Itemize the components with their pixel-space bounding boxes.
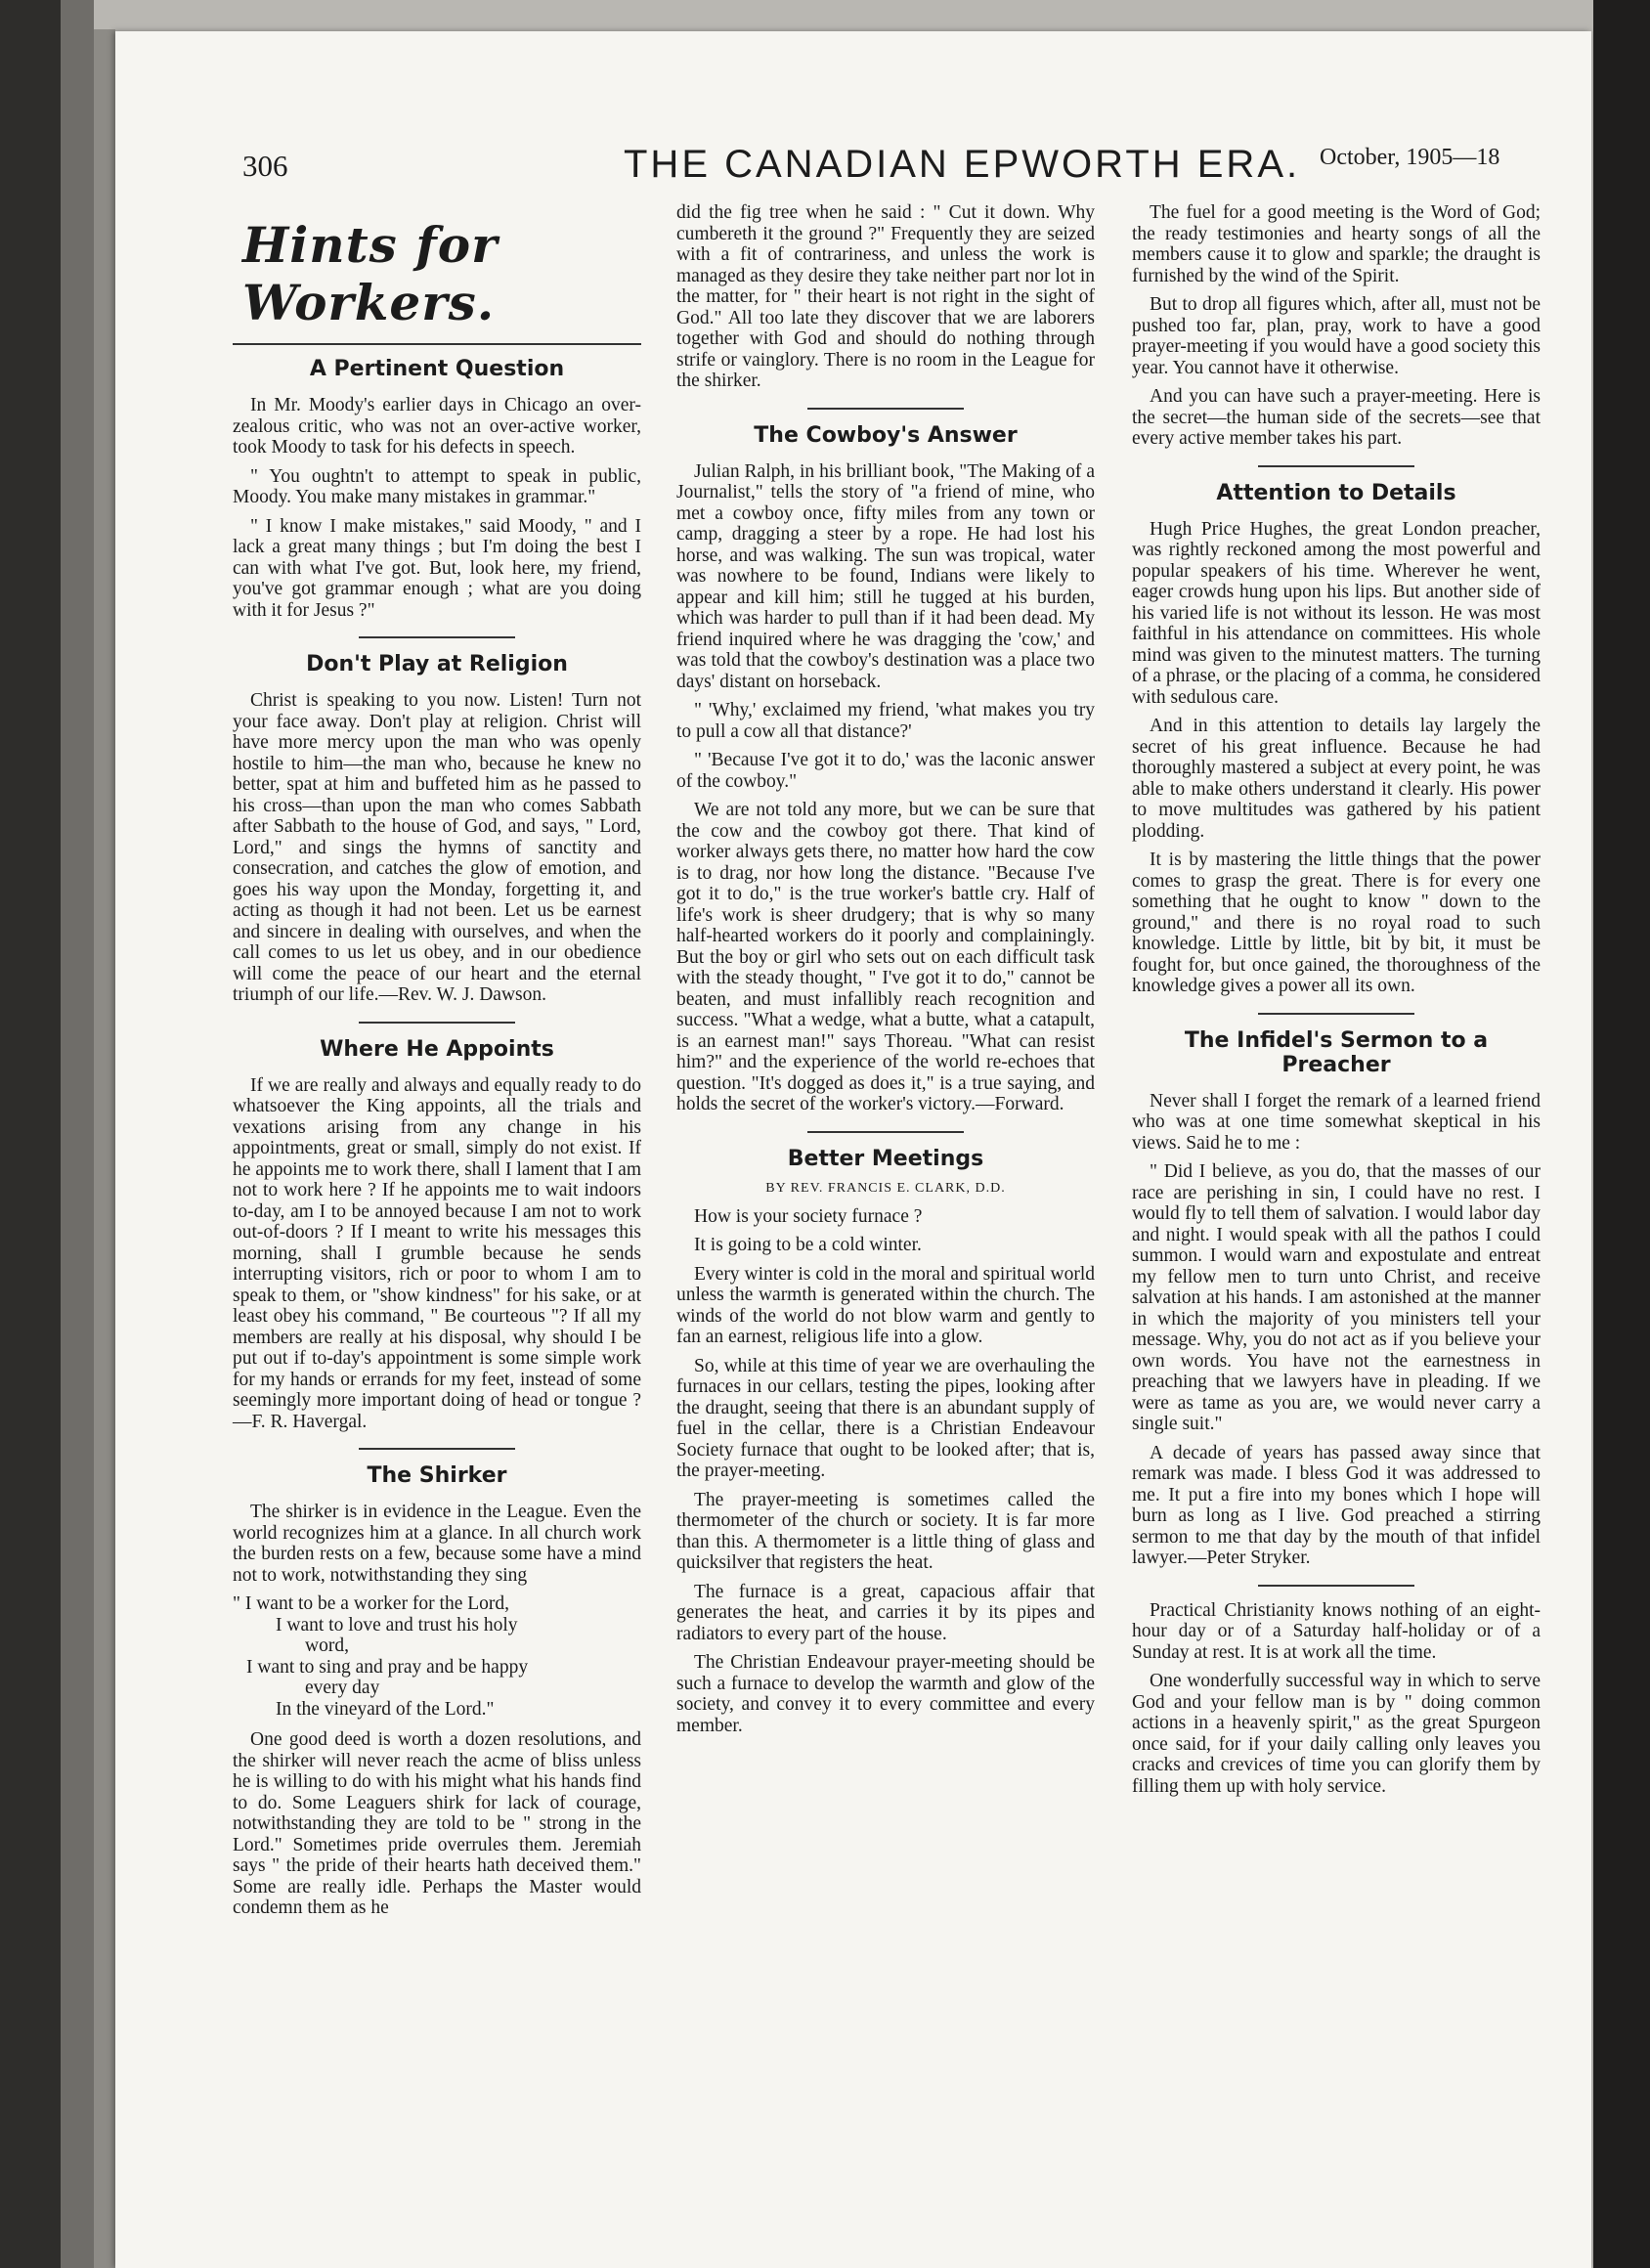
hymn-verse	[233, 1593, 641, 1720]
paragraph: Every winter is cold in the moral and spiritual world unless the warmth is generated within the church. The winds of the world do not blow warm and gently to fan an earnest, religious life into a glow.	[676, 1263, 1095, 1347]
column-2	[676, 202, 1095, 1744]
article-title: A Pertinent Question	[309, 357, 565, 381]
paragraph: " 'Why,' exclaimed my friend, 'what makes you try to pull a cow all that distance?'	[676, 700, 1095, 742]
divider	[1258, 465, 1414, 467]
divider	[359, 1022, 515, 1024]
paragraph: And in this attention to details lay largely the secret of his great influence. Because he had thoroughly mastered a subject at every point, he was able to make others understand it clearly. His power to move multitudes was gathered by his patient plodding.	[1132, 716, 1541, 842]
article-title: The Shirker	[367, 1463, 507, 1488]
verse-line: In the vineyard of the Lord."	[276, 1698, 495, 1720]
magazine-page	[115, 31, 1591, 2268]
verse-line: I want to love and trust his holy	[276, 1614, 518, 1636]
paragraph: But to drop all figures which, after all, must not be pushed too far, plan, pray, work to have a good prayer-meeting if you would have a good society this year. You cannot have it otherwise.	[1132, 294, 1541, 378]
divider	[233, 343, 641, 345]
scanner-background	[1593, 0, 1650, 2268]
issue-date: October, 1905—18	[1320, 145, 1500, 170]
paragraph: It is by mastering the little things that the power comes to grasp the great. There is for every one something that he ought to know " down to the ground," and there is no royal road to such knowledge. Little by little, bit by bit, it must be fought for, but once gained, the thoroughness of the knowledge gives a power all its own.	[1132, 850, 1541, 996]
article-title: Don't Play at Religion	[306, 652, 568, 676]
article-title: Where He Appoints	[320, 1036, 554, 1062]
verse-line: every day	[305, 1678, 380, 1698]
paragraph: We are not told any more, but we can be sure that the cow and the cowboy got there. That kind of worker always gets there, no matter how hard the cow is to drag, nor how long the distance. "Because I've got it to do," is the true worker's battle cry. Half of life's work is sheer drudgery; that is why so many half-hearted workers do it poorly and complainingly. But the boy or girl who sets out on each difficult task with the steady thought, " I've got it to do," cannot be beaten, and must infallibly reach recognition and success. "What a wedge, what a butte, what a catapult, is an earnest man!" says Thoreau. "What can resist him?" and the experience of the world re-echoes that question. "It's dogged as does it," is a true saying, and holds the secret of the worker's victory.—Forward.	[676, 800, 1095, 1114]
paragraph: And you can have such a prayer-meeting. Here is the secret—the human side of the secrets—see that every active member takes his part.	[1132, 386, 1541, 449]
column-3	[1132, 202, 1541, 1805]
paragraph: The Christian Endeavour prayer-meeting should be such a furnace to develop the warmth and glow of the society, and convey it to every committee and every member.	[676, 1652, 1095, 1736]
divider	[807, 408, 964, 410]
paragraph: did the fig tree when he said : " Cut it down. Why cumbereth it the ground ?" Frequently they are seized with a fit of contrariness, and unless the work is managed as they desire they take neither part nor lot in the matter, for " their heart is not right in the sight of God." All too late they discover that we are laborers together with God and should do nothing through strife or vainglory. There is no room in the League for the shirker.	[676, 202, 1095, 391]
paragraph: One good deed is worth a dozen resolutions, and the shirker will never reach the acme of bliss unless he is willing to do with his might what his hands find to do. Some Leaguers shirk for lack of courage, notwithstanding they are told to be " strong in the Lord." Sometimes pride overrules them. Jeremiah says " the pride of their hearts hath deceived them." Some are really idle. Perhaps the Master would condemn them as he	[233, 1729, 641, 1918]
page-stack-edge	[94, 29, 115, 2268]
paragraph: The furnace is a great, capacious affair that generates the heat, and carries it by its pipes and radiators to every part of the house.	[676, 1581, 1095, 1644]
paragraph: Practical Christianity knows nothing of an eight-hour day or of a Saturday half-holiday or of a Sunday at rest. It is at work all the time.	[1132, 1599, 1541, 1663]
paragraph: In Mr. Moody's earlier days in Chicago an over-zealous critic, who was not an over-active worker, took Moody to task for his defects in speech.	[233, 395, 641, 458]
paragraph: " 'Because I've got it to do,' was the laconic answer of the cowboy."	[676, 750, 1095, 792]
paragraph: The prayer-meeting is sometimes called the thermometer of the church or society. It is far more than this. A thermometer is a little thing of glass and quicksilver that registers the heat.	[676, 1489, 1095, 1573]
verse-line: " I want to be a worker for the Lord,	[233, 1593, 510, 1614]
section-title: Hints for Workers.	[242, 216, 499, 331]
page-header	[115, 121, 1591, 186]
paragraph: " You oughtn't to attempt to speak in public, Moody. You make many mistakes in grammar."	[233, 465, 641, 507]
page-number: 306	[242, 149, 288, 183]
article-title: Better Meetings	[787, 1146, 984, 1171]
article-title: Attention to Details	[1216, 480, 1456, 505]
journal-title: THE CANADIAN EPWORTH ERA.	[624, 143, 1301, 186]
binding-shadow	[0, 0, 61, 2268]
divider	[807, 1131, 964, 1133]
paragraph: Julian Ralph, in his brilliant book, "The Making of a Journalist," tells the story of "a friend of mine, who met a cowboy once, fifty miles from any town or camp, dragging a steer by a rope. He had lost his horse, and was walking. The sun was tropical, water was nowhere to be found, Indians were likely to appear and kill him; still he tugged at his burden, which was harder to pull than if it had been dead. My friend inquired where he was dragging the 'cow,' and was told that the cowboy's destination was a place two days' distant on horseback.	[676, 460, 1095, 692]
verse-line: I want to sing and pray and be happy	[246, 1656, 529, 1678]
paragraph: A decade of years has passed away since that remark was made. I bless God it was addressed to me. It put a fire into my bones which I hope will burn as long as I live. God preached a stirring sermon to me that day by the mouth of that infidel lawyer.—Peter Stryker.	[1132, 1442, 1541, 1568]
paragraph: So, while at this time of year we are overhauling the furnaces in our cellars, testing the pipes, looking after the draught, seeing that there is an abundant supply of fuel in the cellar, there is a Christian Endeavour Society furnace that ought to be looked after; that is, the prayer-meeting.	[676, 1355, 1095, 1481]
divider	[359, 1448, 515, 1450]
paragraph: If we are really and always and equally ready to do whatsoever the King appoints, all the trials and vexations arising from any change in his appointments, great or small, simply do not exist. If he appoints me to work there, shall I lament that I am not to work here ? If he appoints me to wait indoors to-day, am I to be annoyed because I am not to work out-of-doors ? If I meant to write his messages this morning, shall I grumble because he sends interrupting visitors, rich or poor to whom I am to speak to them, or "show kindness" for his sake, or at least obey his command, " Be courteous "? If all my members are really at his disposal, why should I be put out if to-day's appointment is some simple work for my hands or errands for my feet, instead of some seemingly more important doing of head or tongue ?—F. R. Havergal.	[233, 1074, 641, 1432]
divider	[359, 636, 515, 638]
article-title: The Cowboy's Answer	[754, 422, 1018, 448]
paragraph: One wonderfully successful way in which to serve God and your fellow man is by " doing common actions in a heavenly spirit," as the great Spurgeon once said, for if your daily calling only leaves you cracks and crevices of time you can glorify them by filling them up with holy service.	[1132, 1671, 1541, 1797]
paragraph: The shirker is in evidence in the League. Even the world recognizes him at a glance. In all church work the burden rests on a few, because some have a mind not to work, notwithstanding they sing	[233, 1502, 641, 1586]
paragraph: Christ is speaking to you now. Listen! Turn not your face away. Don't play at religion. Christ will have more mercy upon the man who was openly hostile to him—the man who, because he knew no better, spat at him and buffeted him as he passed to his cross—than upon the man who comes Sabbath after Sabbath to the house of God, and says, " Lord, Lord," and sings the hymns of sanctity and consecration, and catches the glow of emotion, and goes his way upon the Monday, forgetting it, and acting as though it had not been. Let us be earnest and sincere in dealing with ourselves, and when the call comes to us let us obey, and in our obedience will come the peace of our heart and the eternal triumph of our life.—Rev. W. J. Dawson.	[233, 690, 641, 1005]
paragraph: The fuel for a good meeting is the Word of God; the ready testimonies and hearty songs of all the members cause it to glow and sparkle; the draught is furnished by the wind of the Spirit.	[1132, 202, 1541, 286]
divider	[1258, 1013, 1414, 1015]
paragraph: It is going to be a cold winter.	[694, 1235, 922, 1255]
paragraph: " I know I make mistakes," said Moody, " and I lack a great many things ; but I'm doing the best I can with what I've got. But, look here, my friend, you've got grammar enough ; what are you doing with it for Jesus ?"	[233, 515, 641, 621]
byline: BY REV. FRANCIS E. CLARK, D.D.	[765, 1180, 1006, 1196]
verse-line: word,	[305, 1636, 349, 1656]
article-title: The Infidel's Sermon to a Preacher	[1184, 1027, 1489, 1077]
binding-edge	[61, 0, 94, 2268]
column-1	[233, 202, 641, 1927]
paragraph: " Did I believe, as you do, that the masses of our race are perishing in sin, I could have no rest. I would fly to tell them of salvation. I would labor day and night. I would speak with all the pathos I could summon. I would warn and expostulate and entreat my fellow men to turn unto Christ, and receive salvation at his hands. I am astonished at the manner in which the majority of you ministers tell your message. Why, you do not act as if you believe your own words. You have not the earnestness in preaching that we lawyers have in pleading. If we were as tame as you are, we would never carry a single suit."	[1132, 1161, 1541, 1434]
divider	[1258, 1585, 1414, 1587]
paragraph: Never shall I forget the remark of a learned friend who was at one time somewhat skeptical in his views. Said he to me :	[1132, 1090, 1541, 1154]
paragraph: How is your society furnace ?	[694, 1205, 923, 1227]
paragraph: Hugh Price Hughes, the great London preacher, was rightly reckoned among the most powerful and popular speakers of his time. Wherever he went, eager crowds hung upon his lips. But another side of his varied life is not without its lesson. He was most faithful in his attendance on committees. His whole mind was given to the minutest matters. The turning of a phrase, or the placing of a comma, he considered with sedulous care.	[1132, 518, 1541, 708]
